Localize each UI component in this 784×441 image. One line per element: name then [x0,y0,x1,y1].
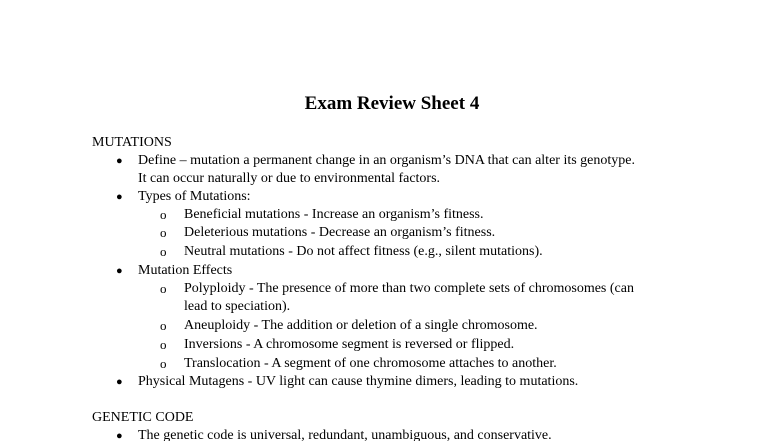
define-line-1: Define – mutation a permanent change in an organism’s DNA that can alter its genotype. [138,153,635,168]
sub-bullet-marker: o [160,281,167,296]
genetic-code-item: The genetic code is universal, redundant, unambiguous, and conservative. [138,428,552,441]
sub-bullet-marker: o [160,337,167,352]
deleterious-mutations-item: Deleterious mutations - Decrease an organism’s fitness. [184,225,496,240]
section-heading-genetic-code: GENETIC CODE [92,410,194,425]
polyploidy-line-1: Polyploidy - The presence of more than two complete sets of chromosomes (can [184,281,634,296]
beneficial-mutations-item: Beneficial mutations - Increase an organism’s fitness. [184,207,484,222]
sub-bullet-marker: o [160,318,167,333]
document-title: Exam Review Sheet 4 [304,93,480,114]
bullet-marker: ● [116,155,123,167]
section-heading-mutations: MUTATIONS [92,135,172,150]
bullet-marker: ● [116,265,123,277]
physical-mutagens-item: Physical Mutagens - UV light can cause thymine dimers, leading to mutations. [138,374,579,389]
bullet-marker: ● [116,430,123,441]
mutation-effects-label: Mutation Effects [138,263,233,278]
types-of-mutations-label: Types of Mutations: [138,189,251,204]
aneuploidy-item: Aneuploidy - The addition or deletion of a single chromosome. [184,318,538,333]
polyploidy-line-2: lead to speciation). [184,299,291,314]
sub-bullet-marker: o [160,244,167,259]
sub-bullet-marker: o [160,225,167,240]
translocation-item: Translocation - A segment of one chromosome attaches to another. [184,356,557,371]
bullet-marker: ● [116,191,123,203]
neutral-mutations-item: Neutral mutations - Do not affect fitness (e.g., silent mutations). [184,244,543,259]
sub-bullet-marker: o [160,207,167,222]
bullet-marker: ● [116,376,123,388]
sub-bullet-marker: o [160,356,167,371]
inversions-item: Inversions - A chromosome segment is reversed or flipped. [184,337,515,352]
define-line-2: It can occur naturally or due to environmental factors. [138,171,441,186]
